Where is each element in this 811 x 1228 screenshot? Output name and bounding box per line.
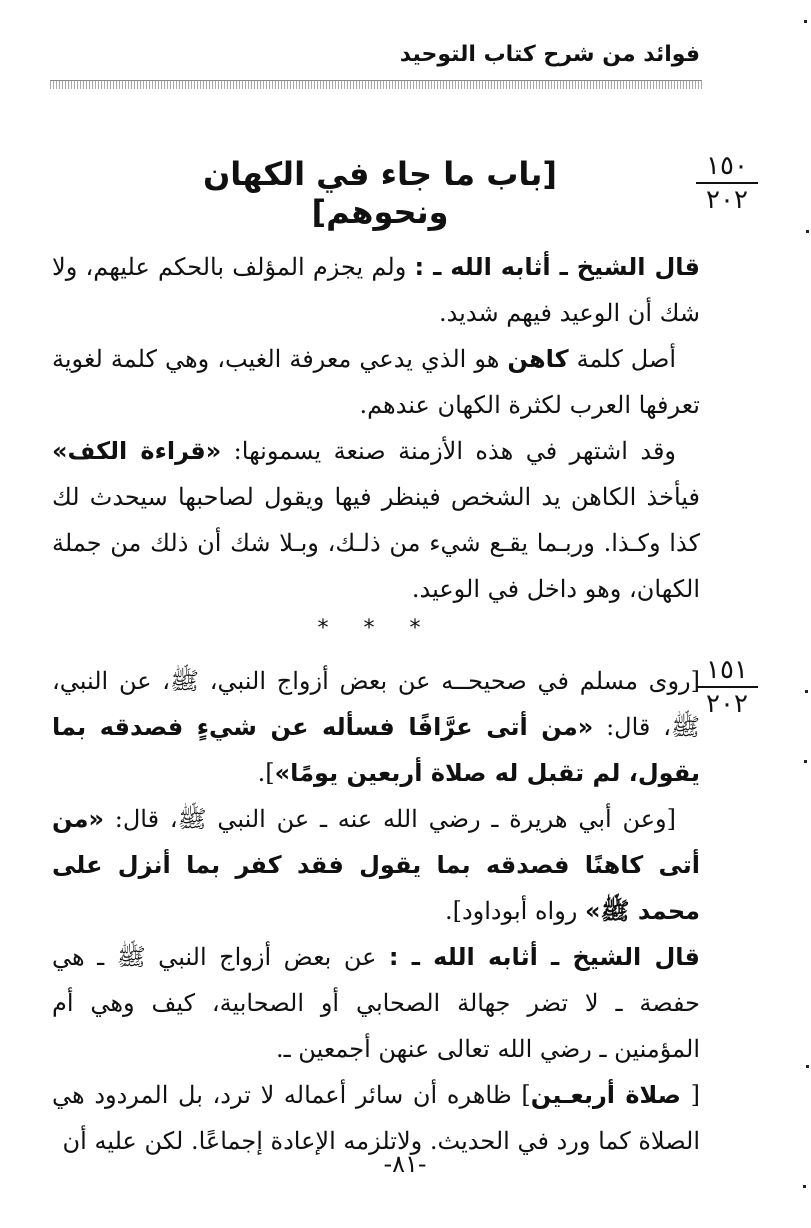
section-number-top: ١٥٠ [696, 152, 758, 184]
scan-edge-mark [804, 20, 807, 23]
section-number-bottom: ٢٠٢ [706, 185, 748, 215]
scan-edge-mark [805, 690, 808, 693]
paragraph-4 [52, 658, 700, 796]
paragraph-1 [52, 244, 700, 336]
paragraph-text: رواه أبوداود]. [444, 897, 586, 925]
speaker-label: قال الشيخ ـ أثابه الله ـ : [414, 253, 700, 281]
section-number-150 [696, 152, 758, 214]
scan-edge-mark [803, 1185, 806, 1188]
scan-edge-mark [804, 760, 807, 763]
paragraph-text: وقد اشتهر في هذه الأزمنة صنعة يسمونها: [221, 437, 676, 465]
paragraph-text: [وعن أبي هريرة ـ رضي الله عنه ـ عن النبي ﷺ، قال: [103, 805, 676, 833]
hadith-quote: «من أتى كاهنًا فصدقه بما يقول فقد كفر بما أنزل على محمد ﷺ» [52, 805, 700, 925]
paragraph-text: عن بعض أزواج النبي ﷺ ـ هي حفصة ـ لا تضر جهالة الصحابي أو الصحابية، كيف وهي أم المؤمنين ـ رضي الله تعالى عنهن أجمعين ـ. [52, 943, 700, 1063]
page-number: -٨١- [383, 1150, 427, 1178]
paragraph-text: [ [680, 1081, 700, 1109]
paragraph-3 [52, 428, 700, 612]
paragraph-text: فيأخذ الكاهن يد الشخص فينظر فيها ويقول لصاحبها سيحدث لك كذا وكـذا. وربـما يقـع شيء من ذلـك، وبـلا شك أن ذلك من جملة الكهان، وهو داخل في الوعيد. [52, 483, 700, 603]
header-rule [50, 80, 702, 89]
scan-edge-mark [806, 1065, 809, 1068]
speaker-label: قال الشيخ ـ أثابه الله ـ : [388, 943, 700, 971]
chapter-title: [باب ما جاء في الكهان ونحوهم] [202, 155, 557, 231]
paragraph-2 [52, 336, 700, 428]
paragraph-text: ]. [257, 759, 275, 787]
scan-edge-mark [806, 230, 809, 233]
paragraph-text: ولم يجزم المؤلف بالحكم عليهم، ولا شك أن الوعيد فيهم شديد. [52, 253, 700, 327]
section-number-151 [696, 656, 758, 718]
paragraph-6 [52, 934, 700, 1072]
paragraph-text: هو الذي يدعي معرفة الغيب، وهي كلمة لغوية تعرفها العرب لكثرة الكهان عندهم. [52, 345, 700, 419]
paragraph-text: [روى مسلم في صحيحــه عن بعض أزواج النبي، ﷺ، عن النبي، ﷺ، قال: [52, 667, 700, 741]
paragraph-text: ] ظاهره أن سائر أعماله لا ترد، بل المردود هي الصلاة كما ورد في الحديث. ولاتلزمه الإعادة إجماعًا. لكن عليه أن [52, 1081, 700, 1155]
term-kahin: كاهن [507, 345, 569, 373]
paragraph-5 [52, 796, 700, 934]
body-block-2 [52, 658, 700, 1164]
term-palm-reading: «قراءة الكف» [52, 437, 222, 465]
paragraph-text: أصل كلمة [568, 345, 676, 373]
hadith-quote: «من أتى عرَّافًا فسأله عن شيءٍ فصدقه بما يقول، لم تقبل له صلاة أربعين يومًا» [52, 713, 700, 787]
body-block-1 [52, 244, 700, 612]
section-number-top: ١٥١ [696, 656, 758, 688]
section-divider-stars: * * * [317, 616, 435, 641]
term-prayer-forty: صلاة أربعـين [530, 1081, 681, 1109]
running-header: فوائد من شرح كتاب التوحيد [399, 42, 700, 67]
section-number-bottom: ٢٠٢ [706, 689, 748, 719]
